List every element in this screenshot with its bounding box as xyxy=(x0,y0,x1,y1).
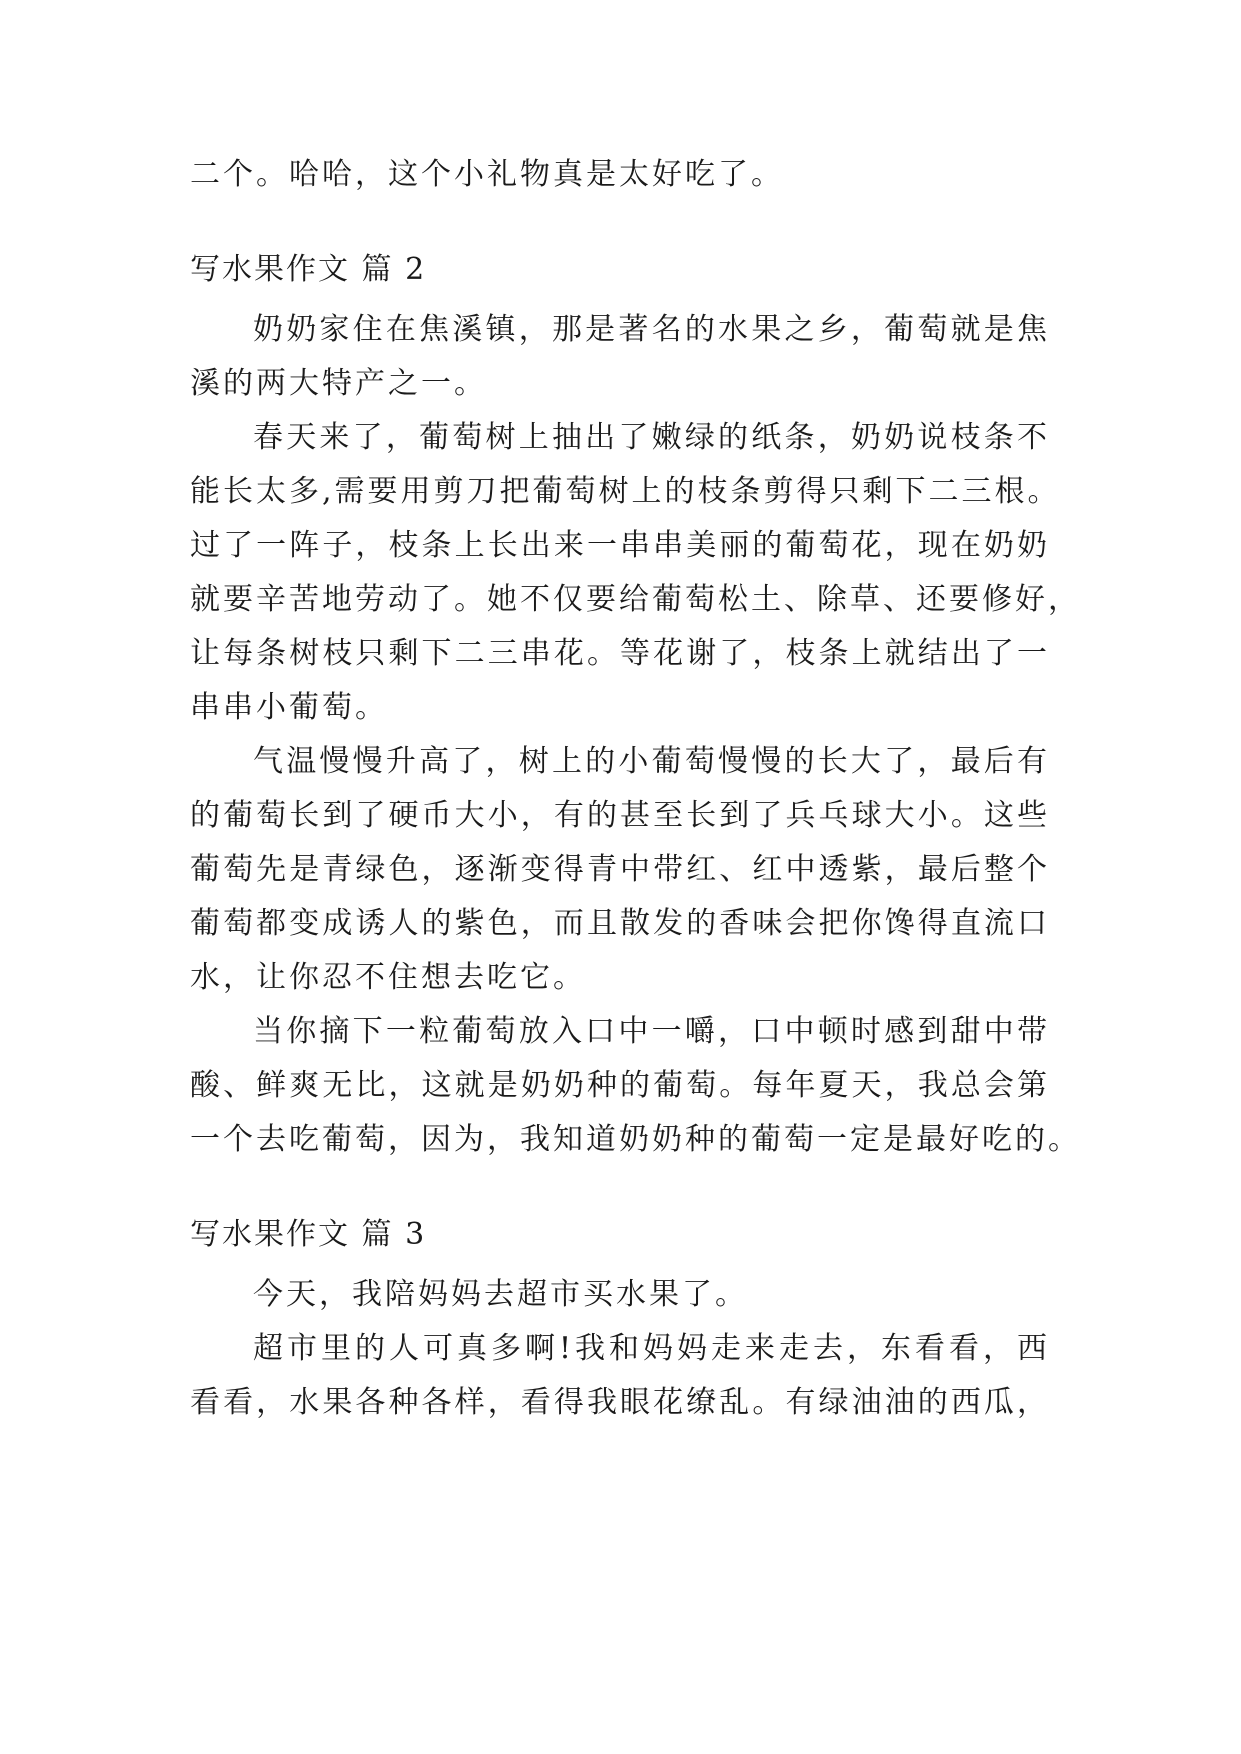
text-line-12: 的葡萄长到了硬币大小，有的甚至长到了兵乓球大小。这些 xyxy=(190,798,1050,833)
text-line-17: 酸、鲜爽无比，这就是奶奶种的葡萄。每年夏天，我总会第 xyxy=(190,1068,1050,1103)
text-line-8: 就要辛苦地劳动了。她不仅要给葡萄松土、除草、还要修好， xyxy=(190,582,1081,617)
text-line-20: 今天，我陪妈妈去超市买水果了。 xyxy=(253,1277,748,1312)
text-line-21: 超市里的人可真多啊!我和妈妈走来走去，东看看，西 xyxy=(253,1331,1050,1366)
text-line-16: 当你摘下一粒葡萄放入口中一嚼，口中顿时感到甜中带 xyxy=(253,1014,1050,1049)
text-line-7: 过了一阵子，枝条上长出来一串串美丽的葡萄花，现在奶奶 xyxy=(190,528,1050,563)
text-line-1: 二个。哈哈，这个小礼物真是太好吃了。 xyxy=(190,157,784,192)
text-line-15: 水，让你忍不住想去吃它。 xyxy=(190,960,586,995)
text-line-10: 串串小葡萄。 xyxy=(190,690,388,725)
text-line-13: 葡萄先是青绿色，逐渐变得青中带红、红中透紫，最后整个 xyxy=(190,852,1050,887)
text-line-14: 葡萄都变成诱人的紫色，而且散发的香味会把你馋得直流口 xyxy=(190,906,1050,941)
text-line-9: 让每条树枝只剩下二三串花。等花谢了，枝条上就结出了一 xyxy=(190,636,1050,671)
section-heading-2: 写水果作文 篇 2 xyxy=(190,252,427,287)
text-line-11: 气温慢慢升高了，树上的小葡萄慢慢的长大了，最后有 xyxy=(253,744,1050,779)
text-line-22: 看看，水果各种各样，看得我眼花缭乱。有绿油油的西瓜， xyxy=(190,1385,1050,1420)
text-line-3: 奶奶家住在焦溪镇，那是著名的水果之乡，葡萄就是焦 xyxy=(253,312,1050,347)
text-line-6: 能长太多,需要用剪刀把葡萄树上的枝条剪得只剩下二三根。 xyxy=(190,474,1061,509)
text-line-18: 一个去吃葡萄，因为，我知道奶奶种的葡萄一定是最好吃的。 xyxy=(190,1122,1081,1157)
section-heading-3: 写水果作文 篇 3 xyxy=(190,1217,427,1252)
text-line-5: 春天来了，葡萄树上抽出了嫩绿的纸条，奶奶说枝条不 xyxy=(253,420,1050,455)
text-line-4: 溪的两大特产之一。 xyxy=(190,366,487,401)
